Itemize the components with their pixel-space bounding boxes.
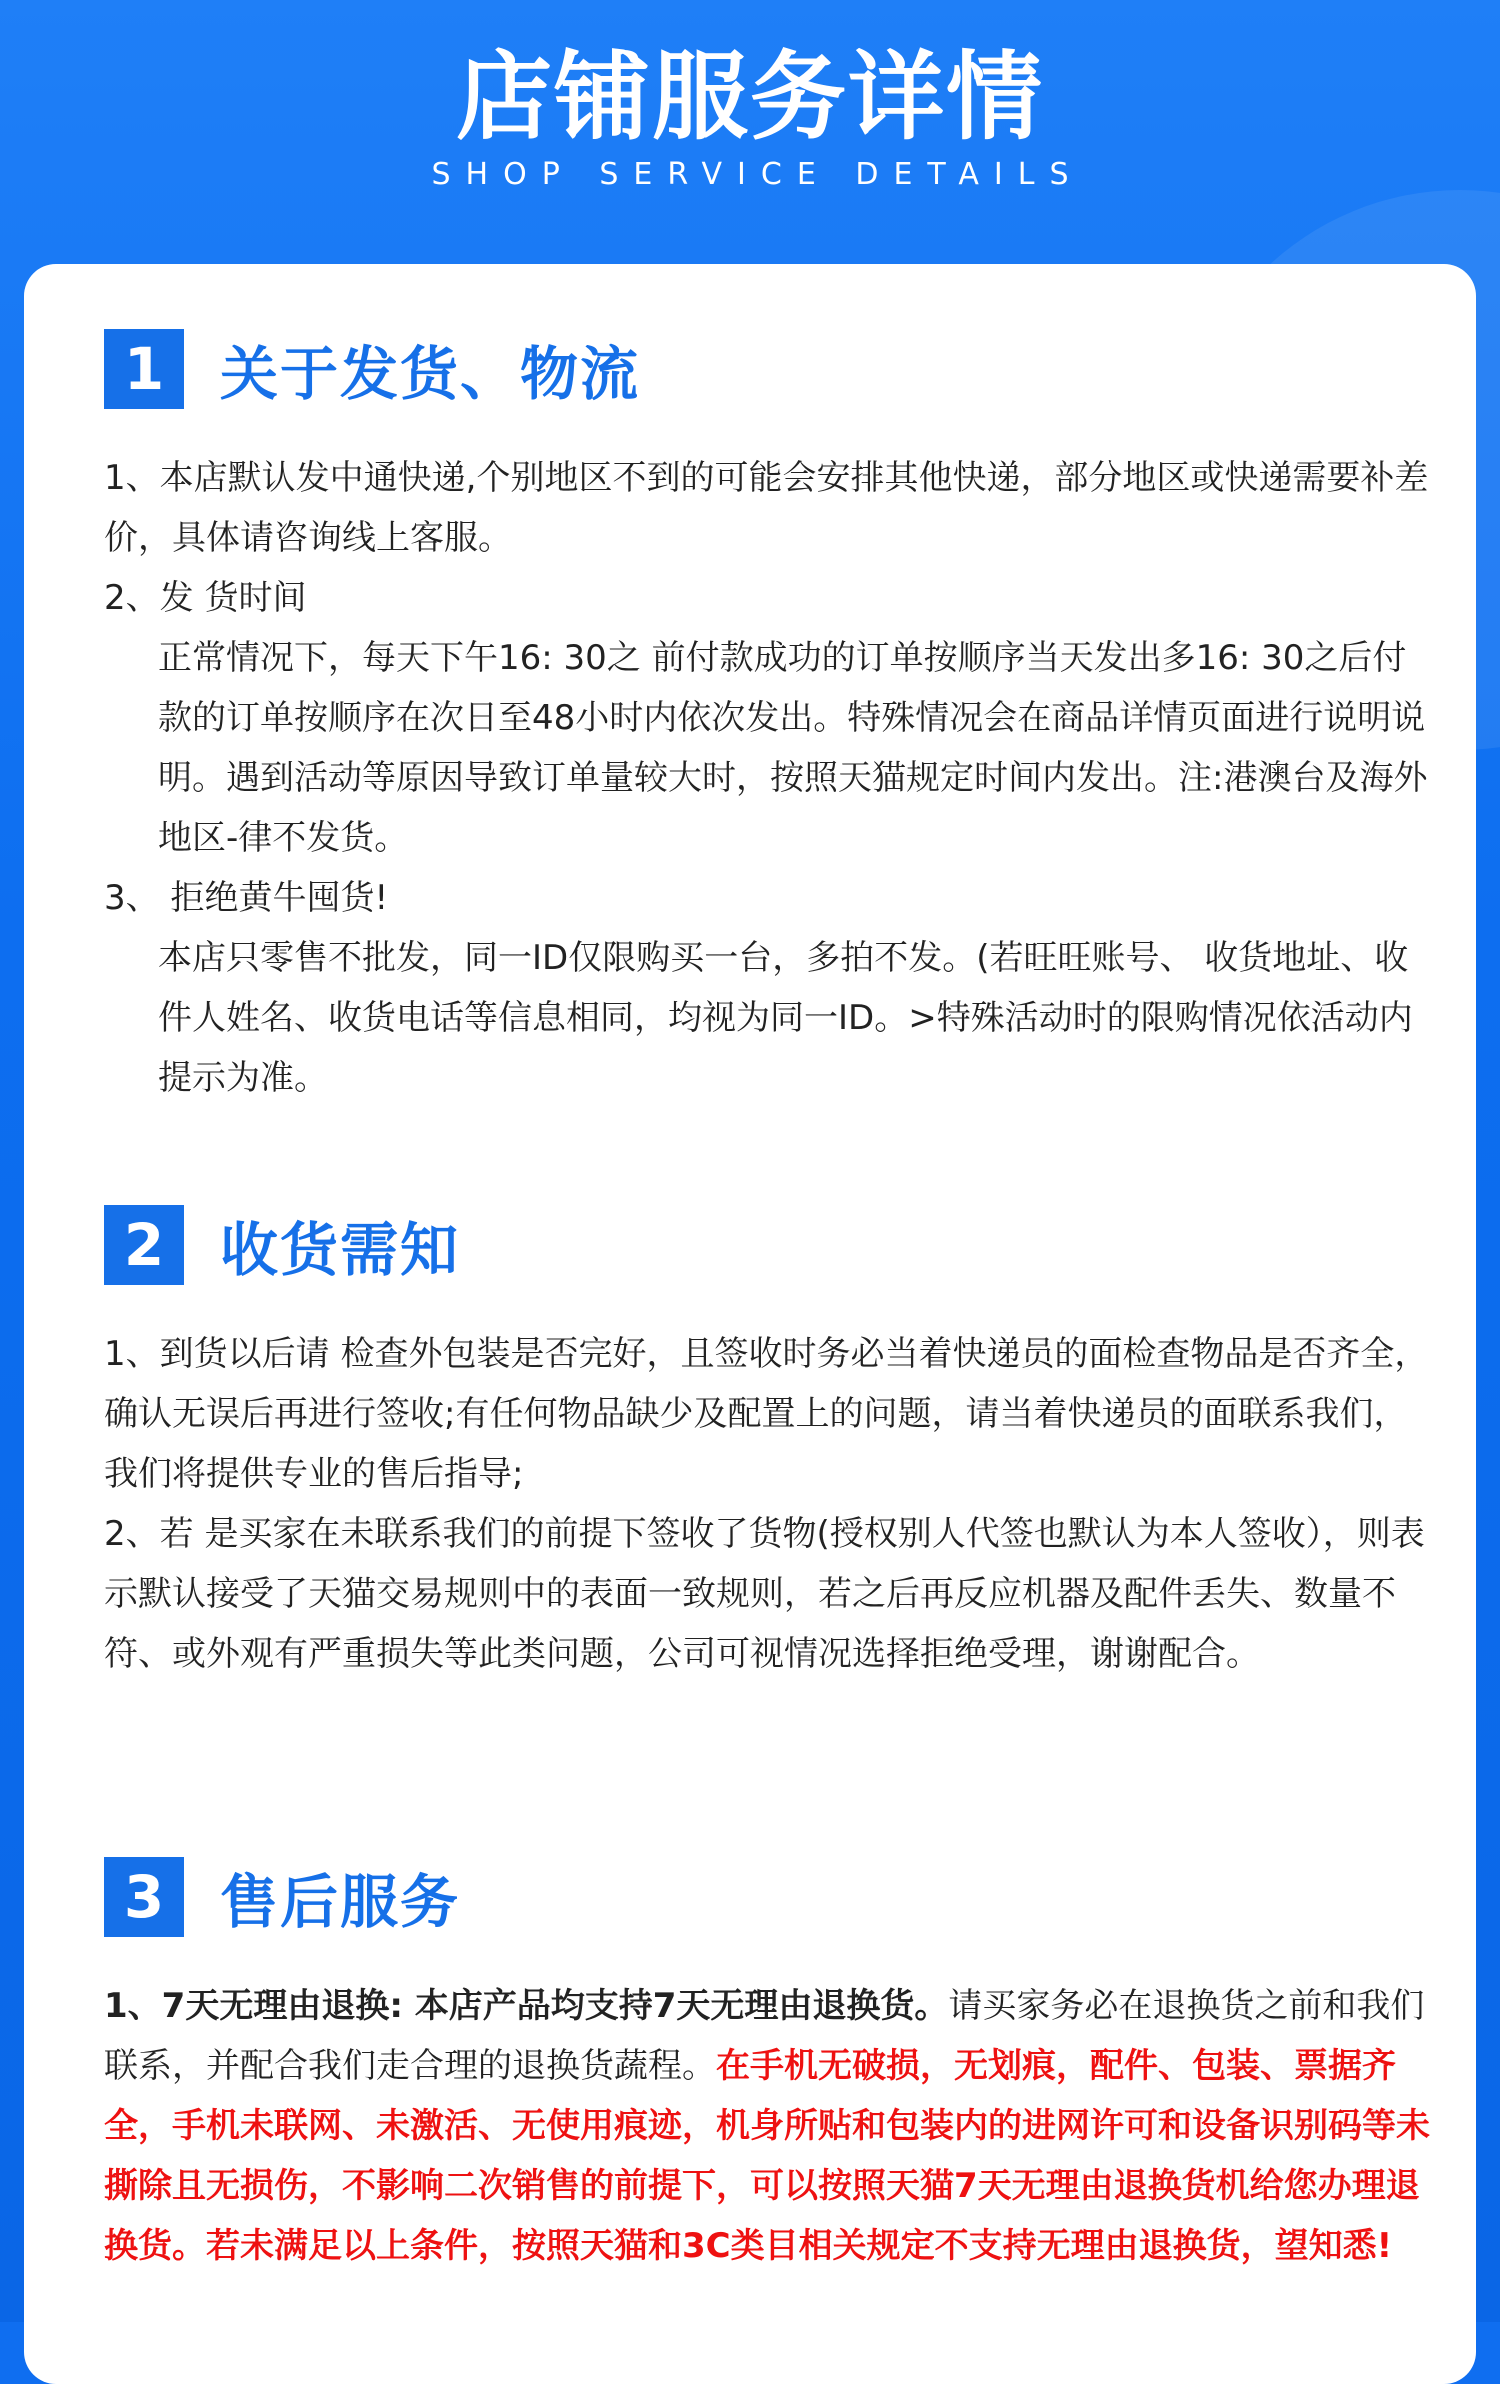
section-number-badge: 2 [104,1205,184,1285]
section-after-sales [104,1856,1434,2276]
section-body [104,448,1434,1108]
section-receiving [104,1204,1434,1684]
page-header [0,41,1500,193]
page-subtitle: SHOP SERVICE DETAILS [431,157,1084,193]
section-number-badge: 3 [104,1857,184,1937]
section-title: 关于发货、物流 [220,340,641,408]
return-policy-text: 请买家务必在退换货之前和我们联系，并配合我们走合理的退换货蔬程。 [104,1986,1425,2086]
section-header [104,1856,1434,1938]
paragraph: 正常情况下，每天下午16: 30之 前付款成功的订单按顺序当天发出多16: 30之后付款的订单按顺序在次日至48小时内依次发出。特殊情况会在商品详情页面进行说明说明。遇到活动等原因导致订单量较大时，按照天猫规定时间内发出。注:港澳台及海外地区-律不发货。 [158,638,1428,858]
return-conditions-warning: 在手机无破损，无划痕，配件、包装、票据齐全，手机未联网、未激活、无使用痕迹，机身所贴和包装内的进网许可和设备识别码等未撕除且无损伤，不影响二次销售的前提下，可以按照天猫7天无理由退换货机给您办理退换货。若未满足以上条件，按照天猫和3C类目相关规定不支持无理由退换货，望知悉! [104,2046,1430,2266]
section-title: 收货需知 [220,1216,461,1284]
return-policy-headline: 1、7天无理由退换: 本店产品均支持7天无理由退换货。 [104,1986,949,2026]
paragraph [104,1976,1434,2276]
paragraph: 本店只零售不批发，同一ID仅限购买一台，多拍不发。(若旺旺账号、 收货地址、收件人姓名、收货电话等信息相同，均视为同一ID。>特殊活动时的限购情况依活动内提示为准。 [158,938,1413,1098]
paragraph: 1、到货以后请 检查外包装是否完好，且签收时务必当着快递员的面检查物品是否齐全，确认无误后再进行签收;有任何物品缺少及配置上的问题，请当着快递员的面联系我们，我们将提供专业的售后指导; [104,1334,1429,1494]
content-card [24,264,1476,2384]
paragraph: 2、若 是买家在未联系我们的前提下签收了货物(授权别人代签也默认为本人签收），则表示默认接受了天猫交易规则中的表面一致规则，若之后再反应机器及配件丢失、数量不符、或外观有严重损失等此类问题，公司可视情况选择拒绝受理，谢谢配合。 [104,1514,1425,1674]
paragraph: 1、本店默认发中通快递,个别地区不到的可能会安排其他快递，部分地区或快递需要补差价，具体请咨询线上客服。 [104,458,1429,558]
section-title: 售后服务 [220,1868,461,1936]
section-shipping [104,328,1434,1108]
section-header [104,1204,1434,1286]
section-header [104,328,1434,410]
paragraph: 3、 拒绝黄牛囤货! [104,878,389,918]
page-title: 店铺服务详情 [456,41,1044,153]
section-number-badge: 1 [104,329,184,409]
paragraph: 2、发 货时间 [104,578,307,618]
section-body [104,1324,1434,1684]
section-body [104,1976,1434,2276]
